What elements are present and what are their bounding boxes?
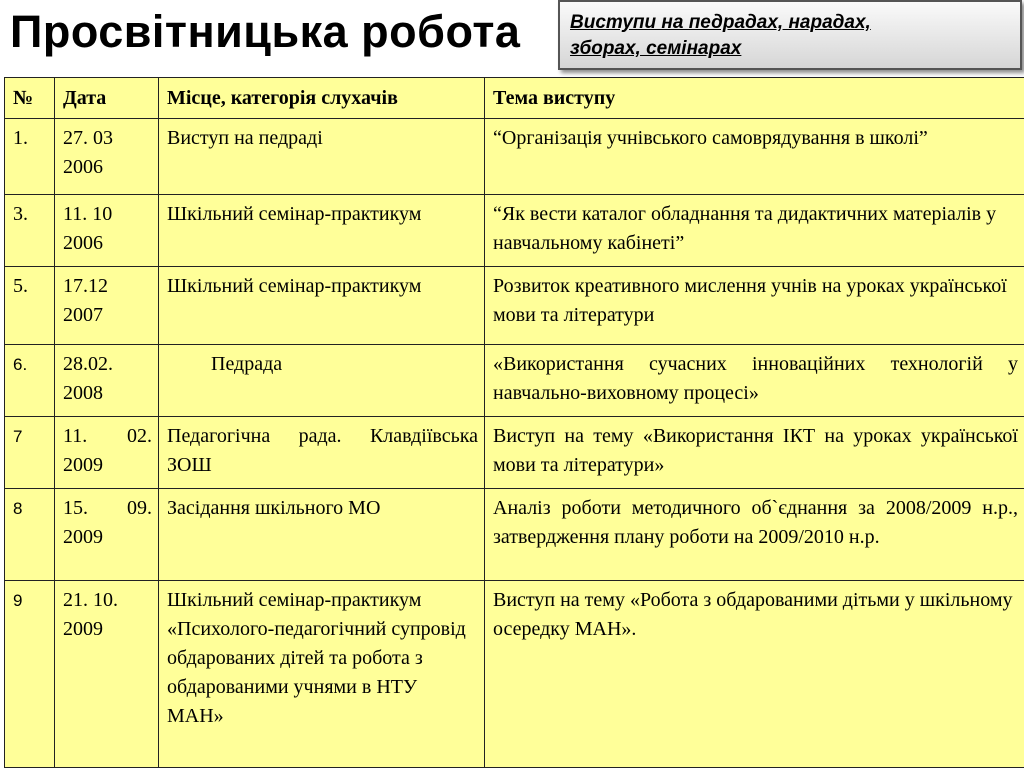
row-number: 8 [5, 489, 55, 581]
row-date: 15. 09. 2009 [55, 489, 159, 581]
callout-line-2: зборах, семінарах [570, 38, 742, 59]
table-row [5, 417, 1024, 489]
row-place: Виступ на педраді [159, 119, 485, 195]
row-place: Педрада [159, 345, 485, 417]
table-row [5, 345, 1024, 417]
row-topic: «Використання сучасних інноваційних технологій у навчально-виховному процесі» [485, 345, 1024, 417]
table-row [5, 195, 1024, 267]
section-callout [558, 0, 1022, 70]
row-number: 6. [5, 345, 55, 417]
row-topic: Виступ на тему «Використання ІКТ на уроках української мови та літератури» [485, 417, 1024, 489]
table-row [5, 119, 1024, 195]
row-date: 27. 03 2006 [55, 119, 159, 195]
row-topic: Аналіз роботи методичного об`єднання за 2008/2009 н.р., затвердження плану роботи на 2009/2010 н.р. [485, 489, 1024, 581]
row-number: 5. [5, 267, 55, 345]
row-date: 11. 02. 2009 [55, 417, 159, 489]
row-place: Шкільний семінар-практикум «Психолого-педагогічний супровід обдарованих дітей та робота з обдарованими учнями в НТУ МАН» [159, 581, 485, 768]
row-place: Засідання шкільного МО [159, 489, 485, 581]
row-date: 21. 10. 2009 [55, 581, 159, 768]
header-topic: Тема виступу [485, 78, 1024, 119]
row-topic: Розвиток креативного мислення учнів на уроках української мови та літератури [485, 267, 1024, 345]
row-number: 7 [5, 417, 55, 489]
table-row [5, 581, 1024, 768]
header-place: Місце, категорія слухачів [159, 78, 485, 119]
row-topic: Виступ на тему «Робота з обдарованими дітьми у шкільному осередку МАН». [485, 581, 1024, 768]
header-number: № [5, 78, 55, 119]
row-date: 17.12 2007 [55, 267, 159, 345]
page-title: Просвітницька робота [10, 6, 521, 57]
callout-line-1: Виступи на педрадах, нарадах, [570, 12, 871, 33]
row-topic: “Як вести каталог обладнання та дидактичних матеріалів у навчальному кабінеті” [485, 195, 1024, 267]
row-place: Шкільний семінар-практикум [159, 267, 485, 345]
row-date: 28.02. 2008 [55, 345, 159, 417]
table-header-row [5, 78, 1024, 119]
table-row [5, 267, 1024, 345]
row-date: 11. 10 2006 [55, 195, 159, 267]
table-row [5, 489, 1024, 581]
row-place: Шкільний семінар-практикум [159, 195, 485, 267]
row-number: 1. [5, 119, 55, 195]
presentations-table [4, 77, 1024, 768]
header-date: Дата [55, 78, 159, 119]
row-number: 3. [5, 195, 55, 267]
row-place: Педагогічна рада. Клавдіївська ЗОШ [159, 417, 485, 489]
row-topic: “Організація учнівського самоврядування в школі” [485, 119, 1024, 195]
row-number: 9 [5, 581, 55, 768]
